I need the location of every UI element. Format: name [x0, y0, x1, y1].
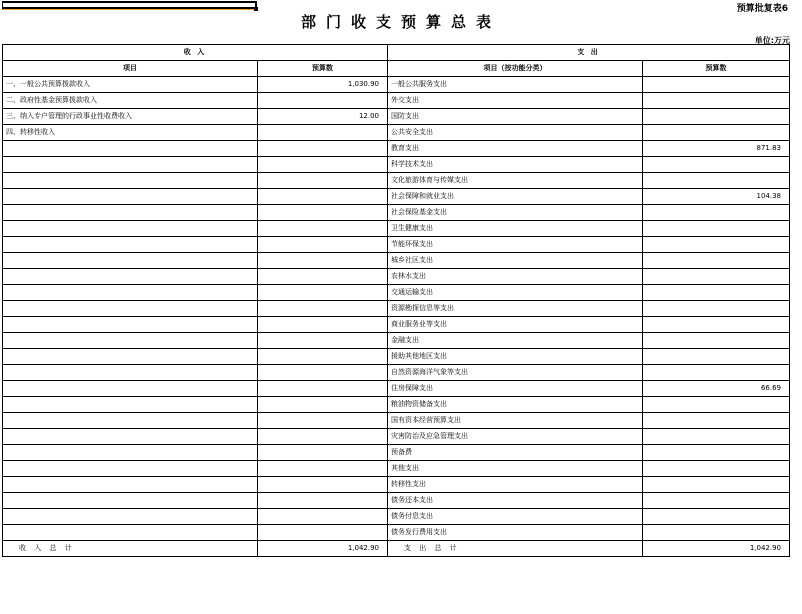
expense-item-cell[interactable]: 社会保障和就业支出	[388, 189, 643, 205]
table-row	[3, 461, 790, 477]
unit-label: 单位:万元	[754, 36, 790, 45]
expense-item-cell[interactable]: 国防支出	[388, 109, 643, 125]
expense-amount-cell[interactable]	[643, 429, 790, 445]
income-item-cell[interactable]	[3, 189, 258, 205]
expense-item-cell[interactable]: 债务发行费用支出	[388, 525, 643, 541]
income-amount-cell[interactable]	[258, 445, 388, 461]
table-row	[3, 317, 790, 333]
table-row	[3, 93, 790, 109]
income-amount-cell[interactable]	[258, 93, 388, 109]
expense-amount-cell[interactable]	[643, 301, 790, 317]
expense-item-cell[interactable]: 城乡社区支出	[388, 253, 643, 269]
income-amount-cell[interactable]	[258, 301, 388, 317]
income-item-cell[interactable]	[3, 237, 258, 253]
expense-amount-cell[interactable]	[643, 77, 790, 93]
expense-amount-cell[interactable]	[643, 477, 790, 493]
expense-amount-cell[interactable]	[643, 365, 790, 381]
income-amount-cell[interactable]	[258, 125, 388, 141]
income-amount-cell[interactable]	[258, 349, 388, 365]
income-amount-cell[interactable]	[258, 333, 388, 349]
income-item-cell[interactable]	[3, 477, 258, 493]
expense-item-cell[interactable]: 商业服务业等支出	[388, 317, 643, 333]
income-amount-header[interactable]: 预算数	[258, 61, 388, 77]
section-header-row	[3, 45, 790, 61]
table-row	[3, 493, 790, 509]
expense-amount-cell[interactable]	[643, 509, 790, 525]
income-item-cell[interactable]	[3, 397, 258, 413]
expense-item-cell[interactable]: 教育支出	[388, 141, 643, 157]
expense-item-cell[interactable]: 科学技术支出	[388, 157, 643, 173]
income-amount-cell[interactable]	[258, 413, 388, 429]
table-row	[3, 349, 790, 365]
table-row	[3, 509, 790, 525]
table-row	[3, 333, 790, 349]
income-amount-cell[interactable]	[258, 397, 388, 413]
expense-amount-cell[interactable]	[643, 205, 790, 221]
table-row	[3, 269, 790, 285]
table-row	[3, 77, 790, 93]
table-row	[3, 477, 790, 493]
table-row	[3, 141, 790, 157]
expense-amount-cell[interactable]	[643, 157, 790, 173]
expense-item-cell[interactable]: 卫生健康支出	[388, 221, 643, 237]
expense-item-cell[interactable]: 外交支出	[388, 93, 643, 109]
form-number: 预算批复表6	[736, 4, 788, 14]
expense-amount-cell[interactable]	[643, 125, 790, 141]
expense-item-cell[interactable]: 转移性支出	[388, 477, 643, 493]
table-row	[3, 381, 790, 397]
expense-item-cell[interactable]: 节能环保支出	[388, 237, 643, 253]
table-row	[3, 365, 790, 381]
table-row	[3, 157, 790, 173]
expense-amount-cell[interactable]	[643, 237, 790, 253]
expense-amount-cell[interactable]	[643, 253, 790, 269]
expense-amount-cell[interactable]	[643, 109, 790, 125]
expense-amount-cell[interactable]	[643, 349, 790, 365]
expense-amount-cell[interactable]	[643, 93, 790, 109]
expense-amount-cell[interactable]	[643, 525, 790, 541]
table-row	[3, 253, 790, 269]
income-section-header[interactable]: 收 入	[3, 45, 388, 61]
table-row	[3, 285, 790, 301]
income-item-cell[interactable]	[3, 285, 258, 301]
table-row	[3, 445, 790, 461]
selected-cell[interactable]	[2, 1, 257, 9]
income-item-header[interactable]: 项目	[3, 61, 258, 77]
expense-item-cell[interactable]: 交通运输支出	[388, 285, 643, 301]
income-item-cell[interactable]	[3, 173, 258, 189]
income-amount-cell[interactable]	[258, 141, 388, 157]
income-amount-cell[interactable]	[258, 317, 388, 333]
table-row	[3, 397, 790, 413]
income-item-cell[interactable]	[3, 525, 258, 541]
expense-amount-cell[interactable]	[643, 461, 790, 477]
expense-item-cell[interactable]: 援助其他地区支出	[388, 349, 643, 365]
expense-total-amount[interactable]: 1,042.90	[643, 541, 790, 557]
income-item-cell[interactable]: 一、一般公共预算拨款收入	[3, 77, 258, 93]
expense-amount-cell[interactable]	[643, 317, 790, 333]
table-row	[3, 109, 790, 125]
expense-item-cell[interactable]: 公共安全支出	[388, 125, 643, 141]
income-amount-cell[interactable]	[258, 237, 388, 253]
expense-item-cell[interactable]: 自然资源海洋气象等支出	[388, 365, 643, 381]
income-item-cell[interactable]	[3, 269, 258, 285]
expense-amount-cell[interactable]	[643, 493, 790, 509]
expense-item-cell[interactable]: 灾害防治及应急管理支出	[388, 429, 643, 445]
column-header-row	[3, 61, 790, 77]
expense-amount-cell[interactable]	[643, 285, 790, 301]
income-item-cell[interactable]: 四、转移性收入	[3, 125, 258, 141]
income-amount-cell[interactable]	[258, 157, 388, 173]
income-item-cell[interactable]	[3, 157, 258, 173]
expense-amount-cell[interactable]	[643, 445, 790, 461]
income-item-cell[interactable]	[3, 445, 258, 461]
expense-amount-cell[interactable]	[643, 173, 790, 189]
income-amount-cell[interactable]	[258, 525, 388, 541]
income-amount-cell[interactable]	[258, 381, 388, 397]
income-amount-cell[interactable]	[258, 461, 388, 477]
expense-item-cell[interactable]: 粮油物资储备支出	[388, 397, 643, 413]
income-amount-cell[interactable]	[258, 205, 388, 221]
income-amount-cell[interactable]	[258, 493, 388, 509]
expense-item-cell[interactable]: 债务还本支出	[388, 493, 643, 509]
page-title: 部门收支预算总表	[300, 13, 501, 31]
income-amount-cell[interactable]	[258, 173, 388, 189]
income-item-cell[interactable]	[3, 429, 258, 445]
income-amount-cell[interactable]	[258, 221, 388, 237]
income-amount-cell[interactable]	[258, 253, 388, 269]
expense-amount-cell[interactable]	[643, 397, 790, 413]
expense-amount-header[interactable]: 预算数	[643, 61, 790, 77]
income-amount-cell[interactable]	[258, 269, 388, 285]
expense-item-cell[interactable]: 金融支出	[388, 333, 643, 349]
expense-amount-cell[interactable]	[643, 221, 790, 237]
table-row	[3, 429, 790, 445]
income-item-cell[interactable]	[3, 253, 258, 269]
expense-item-cell[interactable]: 文化旅游体育与传媒支出	[388, 173, 643, 189]
income-item-cell[interactable]	[3, 381, 258, 397]
income-amount-cell[interactable]	[258, 285, 388, 301]
income-item-cell[interactable]	[3, 301, 258, 317]
table-row	[3, 301, 790, 317]
table-row	[3, 221, 790, 237]
expense-item-cell[interactable]: 其他支出	[388, 461, 643, 477]
income-amount-cell[interactable]	[258, 189, 388, 205]
expense-amount-cell[interactable]: 871.83	[643, 141, 790, 157]
income-amount-cell[interactable]	[258, 477, 388, 493]
table-row	[3, 173, 790, 189]
income-item-cell[interactable]	[3, 349, 258, 365]
expense-item-cell[interactable]: 一般公共服务支出	[388, 77, 643, 93]
table-row	[3, 413, 790, 429]
income-item-cell[interactable]	[3, 317, 258, 333]
income-item-cell[interactable]	[3, 333, 258, 349]
expense-section-header[interactable]: 支 出	[388, 45, 790, 61]
expense-item-cell[interactable]: 资源勘探信息等支出	[388, 301, 643, 317]
income-item-cell[interactable]	[3, 141, 258, 157]
income-item-cell[interactable]	[3, 509, 258, 525]
income-amount-cell[interactable]	[258, 365, 388, 381]
budget-table	[2, 44, 790, 557]
table-row	[3, 237, 790, 253]
expense-item-cell[interactable]: 预备费	[388, 445, 643, 461]
income-total-amount[interactable]: 1,042.90	[258, 541, 388, 557]
expense-item-cell[interactable]: 国有资本经营预算支出	[388, 413, 643, 429]
expense-amount-cell[interactable]: 104.38	[643, 189, 790, 205]
income-total-label[interactable]: 收 入 总 计	[3, 541, 258, 557]
expense-item-cell[interactable]: 债务付息支出	[388, 509, 643, 525]
expense-amount-cell[interactable]	[643, 413, 790, 429]
expense-item-header[interactable]: 项目（按功能分类）	[388, 61, 643, 77]
expense-total-label[interactable]: 支 出 总 计	[388, 541, 643, 557]
income-item-cell[interactable]	[3, 365, 258, 381]
income-item-cell[interactable]	[3, 493, 258, 509]
income-amount-cell[interactable]	[258, 509, 388, 525]
table-row	[3, 525, 790, 541]
income-item-cell[interactable]	[3, 413, 258, 429]
expense-item-cell[interactable]: 农林水支出	[388, 269, 643, 285]
income-item-cell[interactable]: 二、政府性基金预算拨款收入	[3, 93, 258, 109]
expense-item-cell[interactable]: 住房保障支出	[388, 381, 643, 397]
expense-amount-cell[interactable]	[643, 269, 790, 285]
table-row	[3, 205, 790, 221]
income-item-cell[interactable]: 三、纳入专户管理的行政事业性收费收入	[3, 109, 258, 125]
income-amount-cell[interactable]: 12.00	[258, 109, 388, 125]
income-item-cell[interactable]	[3, 461, 258, 477]
table-row	[3, 189, 790, 205]
income-item-cell[interactable]	[3, 205, 258, 221]
income-amount-cell[interactable]	[258, 429, 388, 445]
table-row	[3, 125, 790, 141]
income-item-cell[interactable]	[3, 221, 258, 237]
income-amount-cell[interactable]: 1,030.90	[258, 77, 388, 93]
expense-amount-cell[interactable]	[643, 333, 790, 349]
expense-item-cell[interactable]: 社会保险基金支出	[388, 205, 643, 221]
totals-row	[3, 541, 790, 557]
expense-amount-cell[interactable]: 66.69	[643, 381, 790, 397]
